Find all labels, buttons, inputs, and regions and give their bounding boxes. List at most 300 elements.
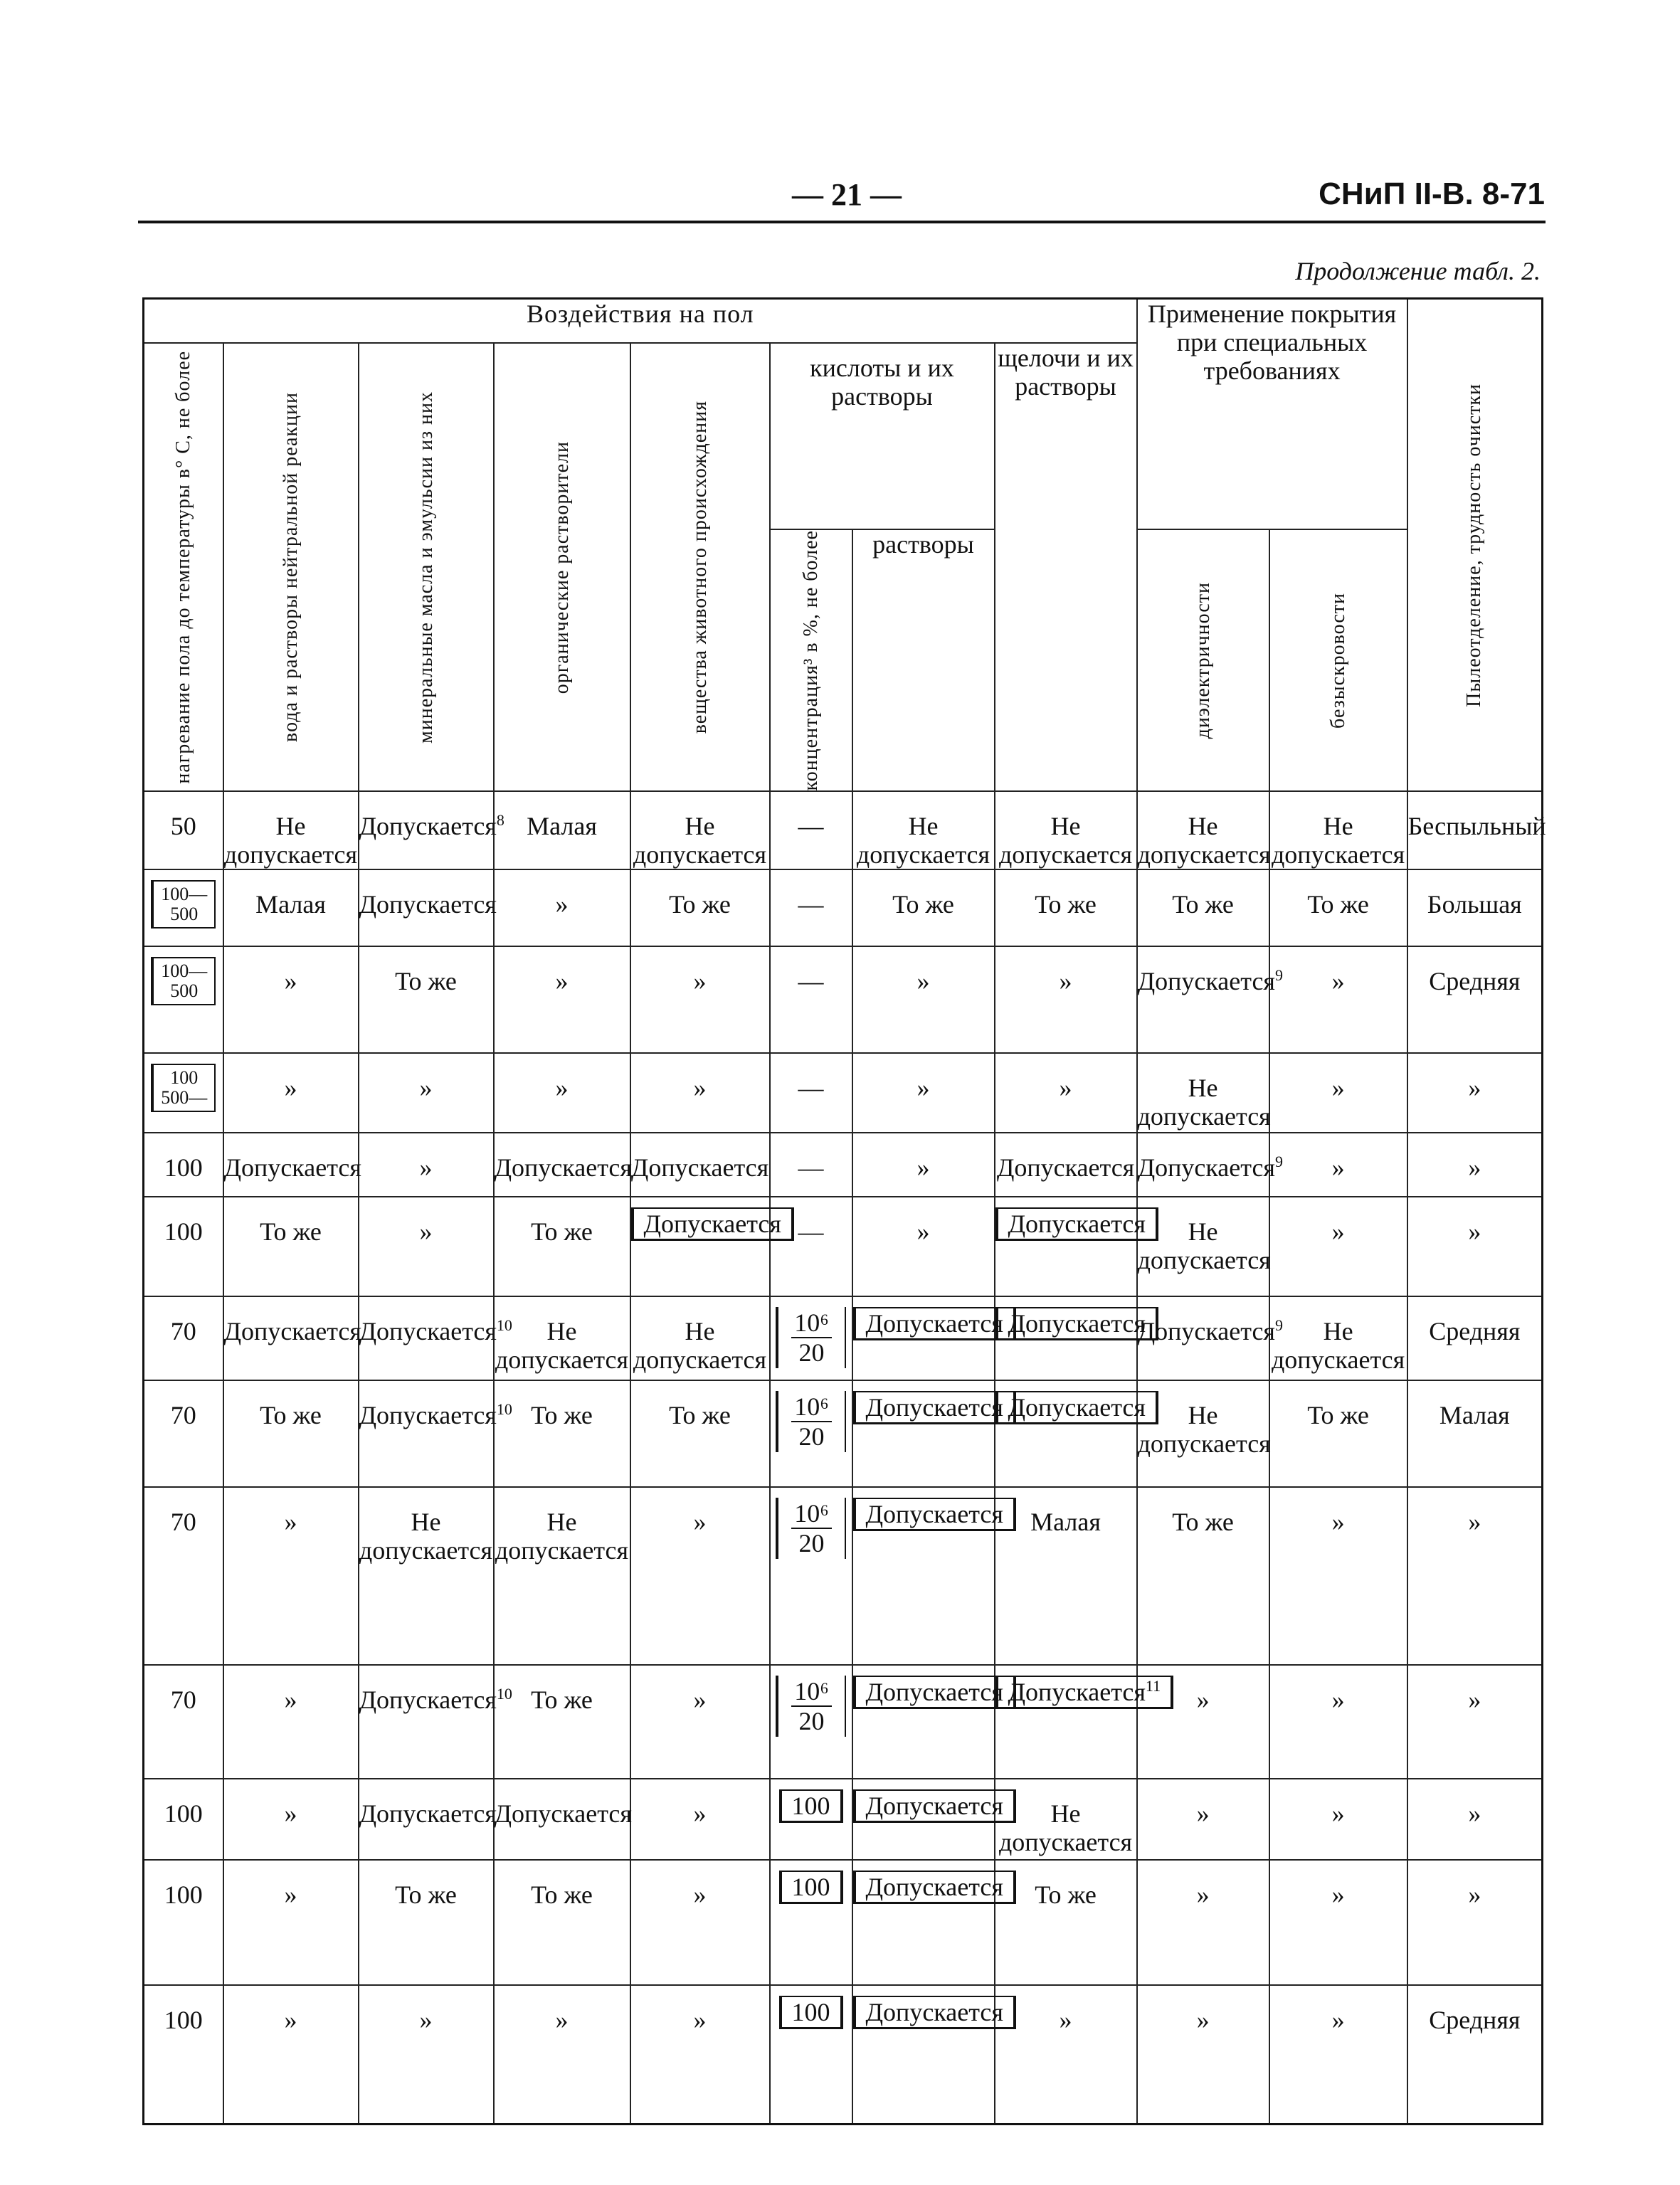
cell-text: »	[1468, 1074, 1481, 1103]
cell-text: То же	[669, 1401, 731, 1430]
cell-water	[223, 791, 359, 869]
cell-text: »	[284, 2006, 297, 2035]
cell-animal	[630, 1985, 770, 2124]
cell-heating	[144, 1985, 223, 2124]
cell-text: 100	[164, 1799, 203, 1829]
cell-acid-solutions	[852, 869, 995, 946]
document-code: СНиП II-В. 8-71	[1319, 176, 1545, 211]
boxed-value	[995, 1676, 1174, 1709]
col-header-solvents: органические растворители	[494, 343, 630, 791]
cell-animal	[630, 1860, 770, 1985]
cell-text: »	[1331, 1880, 1345, 1910]
cell-oils	[359, 946, 494, 1053]
cell-text: 100	[164, 1217, 203, 1247]
cell-text: Допускается	[494, 1153, 632, 1183]
cell-text: Допускается	[865, 1500, 1003, 1529]
cell-text: Не допускается	[495, 1317, 629, 1375]
cell-text: »	[419, 1074, 433, 1103]
cell-text: Допускается	[223, 1153, 361, 1183]
cell-heating	[144, 791, 223, 869]
cell-solvents	[494, 1860, 630, 1985]
cell-animal	[630, 1133, 770, 1197]
cell-text: То же	[395, 1880, 457, 1910]
cell-concentration	[770, 791, 852, 869]
cell-text: Допускается	[865, 1678, 1003, 1707]
cell-text: То же	[260, 1217, 322, 1247]
fraction-numerator: 10⁶	[791, 1308, 832, 1338]
range-upper: 100—	[161, 884, 208, 905]
cell-text: »	[419, 1217, 433, 1247]
col-header-alkali: щелочи и их растворы	[995, 343, 1137, 791]
cell-text: Средняя	[1429, 1317, 1521, 1346]
cell-dust	[1407, 1380, 1543, 1487]
cell-sparkless	[1269, 1860, 1407, 1985]
cell-text: »	[1331, 967, 1345, 996]
cell-text: Допускается	[1137, 1317, 1275, 1346]
cell-text: Средняя	[1429, 2006, 1521, 2035]
cell-text: То же	[1307, 890, 1369, 919]
cell-dust	[1407, 1197, 1543, 1296]
table-body	[144, 791, 1546, 2124]
cell-text: Малая	[527, 812, 597, 841]
table-row	[144, 791, 1543, 869]
cell-alkali	[995, 1133, 1137, 1197]
cell-alkali	[995, 1296, 1146, 1380]
cell-text: Допускается	[359, 1686, 497, 1715]
footnote-mark: 11	[1145, 1677, 1161, 1695]
fraction-numerator: 10⁶	[791, 1677, 832, 1707]
cell-text: 100	[791, 1998, 830, 2027]
cell-text: 100	[164, 2006, 203, 2035]
boxed-value	[853, 1676, 1016, 1709]
cell-text: 100	[791, 1792, 830, 1821]
page-number: — 21 —	[792, 177, 902, 212]
footnote-mark: 10	[496, 1316, 512, 1335]
cell-text: »	[1331, 1153, 1345, 1183]
cell-text: —	[798, 967, 824, 996]
col-header-oils: минеральные масла и эмульсии из них	[359, 343, 494, 791]
cell-dielectric	[1137, 946, 1283, 1053]
cell-text: Беспыльный	[1407, 812, 1546, 841]
cell-text: Допускается	[1137, 967, 1275, 996]
cell-alkali	[995, 869, 1137, 946]
cell-heating	[144, 1779, 223, 1860]
cell-text: Малая	[1030, 1508, 1101, 1537]
cell-text: »	[693, 967, 707, 996]
cell-sparkless	[1269, 1779, 1407, 1860]
cell-animal	[630, 946, 770, 1053]
cell-concentration	[770, 1860, 852, 1985]
cell-text: Допускается	[630, 1153, 769, 1183]
cell-acid-solutions	[852, 1487, 1003, 1665]
cell-sparkless	[1269, 946, 1407, 1053]
temperature-range	[151, 1064, 216, 1112]
cell-text: »	[284, 1508, 297, 1537]
table-row	[144, 1197, 1543, 1296]
cell-text: »	[1196, 1799, 1210, 1829]
cell-acid-solutions	[852, 1133, 995, 1197]
cell-text: »	[1059, 2006, 1072, 2035]
cell-concentration	[770, 1296, 852, 1380]
boxed-value	[853, 1391, 1016, 1424]
cell-heating	[144, 1487, 223, 1665]
cell-sparkless	[1269, 1296, 1407, 1380]
cell-text: »	[1059, 967, 1072, 996]
cell-sparkless	[1269, 1487, 1407, 1665]
cell-water	[223, 869, 359, 946]
cell-text: »	[1468, 1880, 1481, 1910]
cell-text: »	[1331, 1686, 1345, 1715]
group-header-effects: Воздействия на пол	[144, 299, 1137, 344]
cell-text: То же	[531, 1880, 593, 1910]
cell-concentration	[770, 1665, 852, 1779]
cell-heating	[144, 1380, 223, 1487]
cell-text: »	[1468, 1799, 1481, 1829]
range-lower: 500	[170, 980, 199, 1002]
concentration-fraction	[776, 1498, 846, 1559]
cell-text: »	[1331, 1074, 1345, 1103]
cell-text: »	[1331, 1799, 1345, 1829]
cell-oils	[359, 1860, 494, 1985]
fraction-denominator: 20	[798, 1338, 825, 1367]
cell-water	[223, 1197, 359, 1296]
cell-dielectric	[1137, 1860, 1269, 1985]
cell-text: »	[1468, 1153, 1481, 1183]
cell-text: 70	[170, 1508, 196, 1537]
table-row	[144, 1860, 1543, 1985]
cell-text: Допускается	[359, 1401, 497, 1430]
cell-sparkless	[1269, 1665, 1407, 1779]
cell-dust	[1407, 946, 1543, 1053]
table-row	[144, 1380, 1543, 1487]
cell-text: Не допускается	[1271, 1317, 1405, 1375]
cell-dust	[1407, 1665, 1543, 1779]
cell-sparkless	[1269, 1985, 1407, 2124]
col-header-dust: Пылеотделение, трудность очистки	[1407, 299, 1543, 792]
footnote-mark: 10	[496, 1685, 512, 1703]
col-header-animal: вещества животного происхождения	[630, 343, 770, 791]
cell-water	[223, 1487, 359, 1665]
cell-animal	[630, 1053, 770, 1133]
boxed-value	[853, 1307, 1016, 1340]
cell-text: »	[916, 1153, 930, 1183]
cell-text: »	[284, 1880, 297, 1910]
col-header-acid-solutions: растворы	[852, 529, 995, 791]
cell-oils	[359, 1985, 494, 2124]
cell-dust	[1407, 791, 1546, 869]
cell-text: »	[1331, 1508, 1345, 1537]
cell-text: »	[693, 1508, 707, 1537]
table-row	[144, 946, 1543, 1053]
cell-text: »	[419, 2006, 433, 2035]
cell-text: Допускается	[1008, 1309, 1146, 1338]
col-header-sparkless: безыскровости	[1269, 529, 1407, 791]
cell-concentration	[770, 1380, 852, 1487]
group-header-acids: кислоты и их растворы	[770, 343, 995, 529]
cell-text: Не допускается	[1137, 1217, 1271, 1275]
footnote-mark: 9	[1274, 966, 1283, 985]
concentration-fraction	[776, 1391, 846, 1452]
cell-text: »	[555, 967, 569, 996]
page-header	[0, 0, 1680, 285]
boxed-value	[779, 1996, 843, 2029]
cell-water	[223, 1779, 359, 1860]
cell-text: То же	[531, 1217, 593, 1247]
cell-text: То же	[1035, 1880, 1097, 1910]
footnote-mark: 9	[1274, 1153, 1283, 1171]
cell-oils	[359, 869, 497, 946]
boxed-value	[853, 1996, 1016, 2029]
cell-solvents	[494, 791, 630, 869]
cell-alkali	[995, 1380, 1146, 1487]
cell-solvents	[494, 1665, 630, 1779]
temperature-range	[151, 880, 216, 929]
cell-text: Не допускается	[1137, 1401, 1271, 1459]
cell-oils	[359, 1487, 494, 1665]
cell-dust	[1407, 1487, 1543, 1665]
cell-text: —	[798, 1217, 824, 1247]
cell-oils	[359, 1053, 494, 1133]
cell-acid-solutions	[852, 1779, 1003, 1860]
cell-text: Допускается	[1008, 1393, 1146, 1422]
table-row	[144, 1133, 1543, 1197]
cell-text: —	[798, 1153, 824, 1183]
cell-text: Допускается	[865, 1393, 1003, 1422]
cell-text: »	[693, 2006, 707, 2035]
cell-text: »	[693, 1799, 707, 1829]
cell-text: Допускается	[359, 812, 497, 841]
cell-text: Допускается	[865, 1873, 1003, 1902]
cell-text: Не допускается	[223, 812, 358, 869]
cell-text: »	[555, 2006, 569, 2035]
cell-text: »	[1331, 2006, 1345, 2035]
cell-heating	[144, 869, 223, 946]
temperature-range	[151, 957, 216, 1005]
range-lower: 500	[170, 904, 199, 925]
cell-text: —	[798, 890, 824, 919]
cell-text: Допускается	[643, 1210, 781, 1239]
cell-solvents	[494, 1296, 630, 1380]
cell-text: —	[798, 1074, 824, 1103]
cell-text: То же	[531, 1686, 593, 1715]
cell-animal	[630, 1665, 770, 1779]
cell-water	[223, 1133, 359, 1197]
cell-text: Допускается	[996, 1153, 1135, 1183]
cell-dust	[1407, 1779, 1543, 1860]
cell-text: Не допускается	[633, 1317, 767, 1375]
cell-acid-solutions	[852, 1197, 995, 1296]
fraction-denominator: 20	[798, 1707, 825, 1736]
cell-text: Не допускается	[633, 812, 767, 869]
cell-heating	[144, 946, 223, 1053]
cell-acid-solutions	[852, 1665, 1003, 1779]
cell-text: »	[1468, 1686, 1481, 1715]
cell-alkali	[995, 1665, 1161, 1779]
cell-dielectric	[1137, 791, 1269, 869]
cell-solvents	[494, 1133, 630, 1197]
cell-heating	[144, 1197, 223, 1296]
cell-acid-solutions	[852, 946, 995, 1053]
cell-oils	[359, 1296, 512, 1380]
cell-concentration	[770, 1779, 852, 1860]
cell-concentration	[770, 1053, 852, 1133]
boxed-value	[779, 1789, 843, 1823]
range-upper: 100—	[161, 961, 208, 982]
cell-text: Малая	[1439, 1401, 1510, 1430]
cell-concentration	[770, 1487, 852, 1665]
cell-text: То же	[260, 1401, 322, 1430]
cell-text: То же	[531, 1401, 593, 1430]
cell-oils	[359, 1665, 512, 1779]
cell-text: 100	[791, 1873, 830, 1902]
cell-dielectric	[1137, 1985, 1269, 2124]
boxed-value	[995, 1207, 1158, 1241]
floor-coating-table	[142, 297, 1546, 2125]
cell-acid-solutions	[852, 1380, 1003, 1487]
cell-dust	[1407, 1985, 1543, 2124]
cell-text: То же	[1307, 1401, 1369, 1430]
cell-text: Большая	[1427, 890, 1522, 919]
table-row	[144, 1053, 1543, 1133]
cell-concentration	[770, 946, 852, 1053]
cell-oils	[359, 1779, 497, 1860]
cell-concentration	[770, 869, 852, 946]
fraction-numerator: 10⁶	[791, 1392, 832, 1422]
cell-acid-solutions	[852, 1053, 995, 1133]
table-row	[144, 1665, 1543, 1779]
cell-text: »	[1196, 1686, 1210, 1715]
footnote-mark: 8	[496, 811, 504, 830]
cell-sparkless	[1269, 1197, 1407, 1296]
concentration-fraction	[776, 1307, 846, 1368]
cell-animal	[630, 869, 770, 946]
cell-alkali	[995, 1053, 1137, 1133]
cell-animal	[630, 1197, 781, 1296]
cell-text: То же	[669, 890, 731, 919]
cell-text: »	[916, 1217, 930, 1247]
cell-heating	[144, 1053, 223, 1133]
cell-solvents	[494, 1197, 630, 1296]
cell-text: »	[1059, 1074, 1072, 1103]
fraction-denominator: 20	[798, 1422, 825, 1451]
footnote-mark: 9	[1274, 1316, 1283, 1335]
cell-acid-solutions	[852, 791, 995, 869]
range-upper: 100	[170, 1067, 199, 1089]
cell-text: »	[1331, 1217, 1345, 1247]
cell-text: »	[555, 890, 569, 919]
cell-sparkless	[1269, 869, 1407, 946]
boxed-value	[995, 1307, 1158, 1340]
cell-text: Допускается	[359, 1799, 497, 1829]
cell-animal	[630, 1779, 770, 1860]
cell-dielectric	[1137, 1487, 1269, 1665]
cell-acid-solutions	[852, 1296, 1003, 1380]
concentration-fraction	[776, 1676, 846, 1737]
cell-text: »	[916, 1074, 930, 1103]
table-row	[144, 1779, 1543, 1860]
cell-dielectric	[1137, 1133, 1283, 1197]
cell-text: Допускается	[359, 890, 497, 919]
cell-text: Малая	[255, 890, 326, 919]
cell-text: »	[916, 967, 930, 996]
cell-solvents	[494, 946, 630, 1053]
cell-heating	[144, 1860, 223, 1985]
cell-dielectric	[1137, 869, 1269, 946]
cell-sparkless	[1269, 1053, 1407, 1133]
col-header-concentration: концентрация³ в %, не более	[770, 529, 852, 791]
cell-text: »	[419, 1153, 433, 1183]
cell-text: То же	[1035, 890, 1097, 919]
cell-solvents	[494, 869, 630, 946]
cell-concentration	[770, 1133, 852, 1197]
cell-text: Допускается	[865, 1792, 1003, 1821]
cell-text: Допускается	[1137, 1153, 1275, 1183]
cell-text: »	[693, 1880, 707, 1910]
table-row	[144, 869, 1543, 946]
cell-dust	[1407, 1860, 1543, 1985]
cell-dielectric	[1137, 1053, 1269, 1133]
cell-sparkless	[1269, 791, 1407, 869]
cell-text: То же	[892, 890, 954, 919]
cell-text: 50	[170, 812, 196, 841]
cell-oils	[359, 1197, 494, 1296]
cell-heating	[144, 1296, 223, 1380]
fraction-denominator: 20	[798, 1529, 825, 1558]
cell-solvents	[494, 1487, 630, 1665]
boxed-value	[779, 1871, 843, 1904]
cell-text: »	[693, 1686, 707, 1715]
cell-text: 70	[170, 1401, 196, 1430]
cell-text: »	[693, 1074, 707, 1103]
cell-animal	[630, 791, 770, 869]
cell-text: Допускается	[223, 1317, 361, 1346]
cell-water	[223, 1860, 359, 1985]
cell-animal	[630, 1296, 770, 1380]
cell-text: —	[798, 812, 824, 841]
cell-water	[223, 1380, 359, 1487]
col-header-heating: нагревание пола до температуры в° С, не более	[144, 343, 223, 791]
cell-text: Допускается	[865, 1998, 1003, 2027]
table-continuation-label: Продолжение табл. 2.	[1295, 257, 1541, 285]
cell-text: »	[555, 1074, 569, 1103]
cell-sparkless	[1269, 1380, 1407, 1487]
cell-text: Допускается	[1008, 1678, 1146, 1707]
table-row	[144, 1985, 1543, 2124]
cell-dielectric	[1137, 1779, 1269, 1860]
cell-oils	[359, 791, 504, 869]
cell-heating	[144, 1665, 223, 1779]
cell-text: Не допускается	[856, 812, 990, 869]
cell-text: Допускается	[494, 1799, 632, 1829]
fraction-numerator: 10⁶	[791, 1499, 832, 1529]
cell-water	[223, 1296, 359, 1380]
boxed-value	[853, 1498, 1016, 1531]
cell-solvents	[494, 1779, 630, 1860]
cell-solvents	[494, 1380, 630, 1487]
cell-text: Не допускается	[495, 1508, 629, 1565]
cell-dust	[1407, 869, 1543, 946]
cell-oils	[359, 1133, 494, 1197]
cell-dust	[1407, 1133, 1543, 1197]
cell-text: »	[284, 1074, 297, 1103]
boxed-value	[853, 1871, 1016, 1904]
cell-solvents	[494, 1985, 630, 2124]
cell-text: »	[1196, 1880, 1210, 1910]
cell-heating	[144, 1133, 223, 1197]
cell-solvents	[494, 1053, 630, 1133]
cell-text: Не допускается	[998, 1799, 1133, 1857]
cell-text: »	[284, 967, 297, 996]
